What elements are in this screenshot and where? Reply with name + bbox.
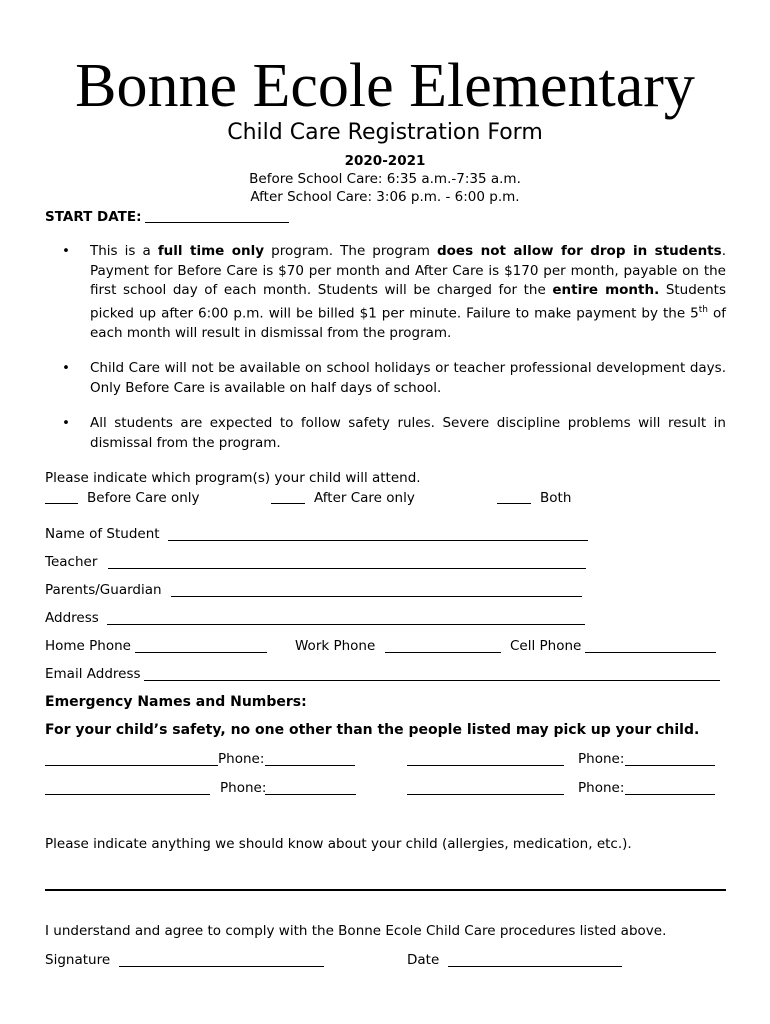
school-name: Bonne Ecole Elementary [75,52,695,120]
teacher-field[interactable] [108,568,586,569]
school-year: 2020-2021 [344,153,426,169]
phone-label: Phone: [578,751,625,767]
after-care-option-label: After Care only [314,490,415,506]
before-care-checkbox[interactable] [45,503,78,504]
emergency-name-3-field[interactable] [45,794,210,795]
policy-item-payment: • This is a full time only program. The program does not allow for drop in students. Payment for Before Care is $70 per month and After Care is $170 per month, payable on the first school day of each month. Students will be charged for the entire month. Students picked up after 6:00 p.m. will be billed $1 per minute. Failure to make payment by the 5th of each month will result in dismissal from the program. [62,243,726,341]
program-prompt: Please indicate which program(s) your child will attend. [45,470,421,486]
signature-field[interactable] [119,966,324,967]
emergency-phone-2-field[interactable] [625,765,715,766]
after-care-checkbox[interactable] [271,503,305,504]
policy-list [62,242,726,469]
email-field[interactable] [144,680,720,681]
work-phone-label: Work Phone [295,638,376,654]
phone-label: Phone: [220,780,267,796]
emergency-notice: For your child’s safety, no one other than the people listed may pick up your child. [45,722,700,738]
student-name-field[interactable] [168,540,588,541]
emergency-heading: Emergency Names and Numbers: [45,694,307,710]
cell-phone-field[interactable] [585,652,716,653]
emergency-name-4-field[interactable] [407,794,564,795]
signature-label: Signature [45,952,111,968]
email-label: Email Address [45,666,141,682]
bullet-icon: • [62,243,70,259]
before-care-hours: Before School Care: 6:35 a.m.-7:35 a.m. [249,171,521,187]
bullet-icon: • [62,415,70,431]
work-phone-field[interactable] [385,652,501,653]
emergency-name-1-field[interactable] [45,765,218,766]
address-label: Address [45,610,99,626]
form-title: Child Care Registration Form [227,120,543,145]
start-date-label: START DATE: [45,209,142,225]
phone-label: Phone: [578,780,625,796]
date-label: Date [407,952,440,968]
notes-prompt: Please indicate anything we should know about your child (allergies, medication, etc.). [45,836,632,852]
date-field[interactable] [448,966,622,967]
both-checkbox[interactable] [497,503,531,504]
emergency-phone-4-field[interactable] [625,794,715,795]
phone-label: Phone: [218,751,265,767]
start-date-field[interactable] [145,222,289,223]
home-phone-label: Home Phone [45,638,131,654]
notes-field[interactable] [45,889,726,891]
teacher-label: Teacher [45,554,98,570]
agreement-statement: I understand and agree to comply with the Bonne Ecole Child Care procedures listed above. [45,923,667,939]
parents-label: Parents/Guardian [45,582,162,598]
student-name-label: Name of Student [45,526,160,542]
home-phone-field[interactable] [135,652,267,653]
emergency-phone-1-field[interactable] [265,765,355,766]
policy-item-safety: • All students are expected to follow safety rules. Severe discipline problems will result in dismissal from the program. [62,415,726,451]
parents-field[interactable] [171,596,582,597]
bullet-icon: • [62,360,70,376]
emergency-name-2-field[interactable] [407,765,564,766]
address-field[interactable] [107,624,585,625]
before-care-option-label: Before Care only [87,490,200,506]
both-option-label: Both [540,490,572,506]
after-care-hours: After School Care: 3:06 p.m. - 6:00 p.m. [250,189,520,205]
policy-item-availability: • Child Care will not be available on school holidays or teacher professional development days. Only Before Care is available on half days of school. [62,360,726,396]
emergency-phone-3-field[interactable] [265,794,356,795]
cell-phone-label: Cell Phone [510,638,582,654]
